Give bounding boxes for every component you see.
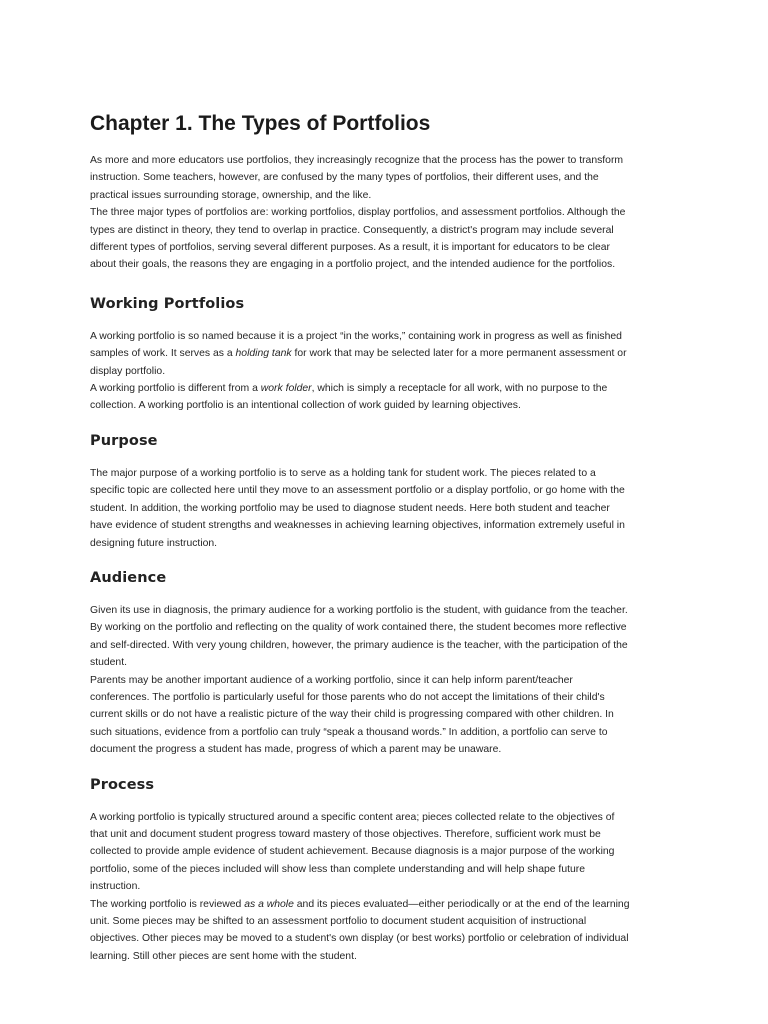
text-line bbox=[90, 380, 690, 397]
section-heading-audience: Audience bbox=[90, 569, 167, 586]
text-run: The working portfolio is reviewed bbox=[90, 898, 245, 910]
section-heading-working-portfolios: Working Portfolios bbox=[90, 295, 245, 312]
text-line: and self-directed. With very young children, however, the primary audience is the teacher, with the participation of the bbox=[90, 639, 628, 651]
text-line: learning. Still other pieces are sent home with the student. bbox=[90, 950, 357, 962]
text-line: have evidence of student strengths and weaknesses in achieving learning objectives, information extremely useful in bbox=[90, 520, 625, 532]
text-line: conferences. The portfolio is particularly useful for those parents who do not accept the limitations of their child's bbox=[90, 691, 605, 703]
text-line: display portfolio. bbox=[90, 365, 166, 377]
text-line: about their goals, the reasons they are engaging in a portfolio project, and the intended audience for the portfolios. bbox=[90, 259, 616, 271]
text-run: and its pieces evaluated—either periodically or at the end of the learning bbox=[293, 898, 630, 910]
text-run: , which is simply a receptacle for all work, with no purpose to the bbox=[311, 383, 608, 395]
text-line: instruction. Some teachers, however, are confused by the many types of portfolios, their different uses, and the bbox=[90, 172, 599, 184]
text-line: By working on the portfolio and reflecting on the quality of work contained there, the student becomes more reflective bbox=[90, 622, 627, 634]
text-line: student. In addition, the working portfolio may be used to diagnose student needs. Here both student and teacher bbox=[90, 502, 610, 514]
text-line bbox=[90, 896, 690, 913]
section-heading-process: Process bbox=[90, 776, 155, 793]
text-run: A working portfolio is different from a bbox=[90, 383, 261, 395]
text-line: The three major types of portfolios are: working portfolios, display portfolios, and assessment portfolios. Although the bbox=[90, 207, 626, 219]
text-line: Given its use in diagnosis, the primary audience for a working portfolio is the student, with guidance from the teacher. bbox=[90, 604, 628, 616]
text-line: objectives. Other pieces may be moved to a student's own display (or best works) portfolio or celebration of individual bbox=[90, 933, 629, 945]
working-portfolios-paragraph bbox=[90, 328, 690, 415]
text-line bbox=[90, 345, 690, 362]
text-line: student. bbox=[90, 657, 127, 669]
text-run: samples of work. It serves as a bbox=[90, 348, 236, 360]
text-line: A working portfolio is typically structured around a specific content area; pieces collected relate to the objectives of bbox=[90, 811, 615, 823]
text-line: The major purpose of a working portfolio is to serve as a holding tank for student work. The pieces related to a bbox=[90, 467, 596, 479]
text-line: document the progress a student has made, progress of which a parent may be unaware. bbox=[90, 744, 502, 756]
text-line: types are distinct in theory, they tend to overlap in practice. Consequently, a district's program may include several bbox=[90, 224, 614, 236]
text-line: such situations, evidence from a portfolio can truly “speak a thousand words.” In addition, a portfolio can serve to bbox=[90, 726, 608, 738]
emphasis-text: work folder bbox=[260, 383, 312, 395]
intro-paragraph bbox=[90, 152, 690, 274]
text-line: that unit and document student progress toward mastery of those objectives. Therefore, sufficient work must be bbox=[90, 828, 601, 840]
purpose-paragraph bbox=[90, 465, 690, 552]
text-line: unit. Some pieces may be shifted to an assessment portfolio to document student acquisition of instructional bbox=[90, 916, 587, 927]
text-line: specific topic are collected here until they move to an assessment portfolio or a display portfolio, or go home with the bbox=[90, 485, 625, 497]
text-line: A working portfolio is so named because it is a project “in the works,” containing work in progress as well as finished bbox=[90, 330, 622, 342]
emphasis-text: holding tank bbox=[235, 348, 292, 360]
text-line: different types of portfolios, serving several different purposes. As a result, it is important for educators to be clear bbox=[90, 242, 610, 254]
text-line: collection. A working portfolio is an intentional collection of work guided by learning objectives. bbox=[90, 400, 521, 412]
text-line: current skills or do not have a realistic picture of the way their child is progressing compared with other children. In bbox=[90, 709, 614, 721]
document-page bbox=[90, 110, 690, 965]
section-heading-purpose: Purpose bbox=[90, 432, 158, 449]
chapter-title: Chapter 1. The Types of Portfolios bbox=[90, 112, 431, 135]
text-line: portfolio, some of the pieces included will show less than complete understanding and will help shape future bbox=[90, 863, 586, 875]
audience-paragraph bbox=[90, 602, 690, 759]
text-line: designing future instruction. bbox=[90, 537, 218, 549]
text-line: practical issues surrounding storage, ownership, and the like. bbox=[90, 189, 372, 201]
text-line: Parents may be another important audience of a working portfolio, since it can help inform parent/teacher bbox=[90, 674, 573, 686]
text-line: instruction. bbox=[90, 881, 141, 893]
text-line: collected to provide ample evidence of student achievement. Because diagnosis is a major purpose of the working bbox=[90, 846, 615, 858]
emphasis-text: as a whole bbox=[244, 898, 294, 910]
process-paragraph bbox=[90, 809, 690, 966]
text-line: As more and more educators use portfolios, they increasingly recognize that the process has the power to transform bbox=[90, 155, 624, 166]
text-run: for work that may be selected later for a more permanent assessment or bbox=[291, 348, 627, 360]
